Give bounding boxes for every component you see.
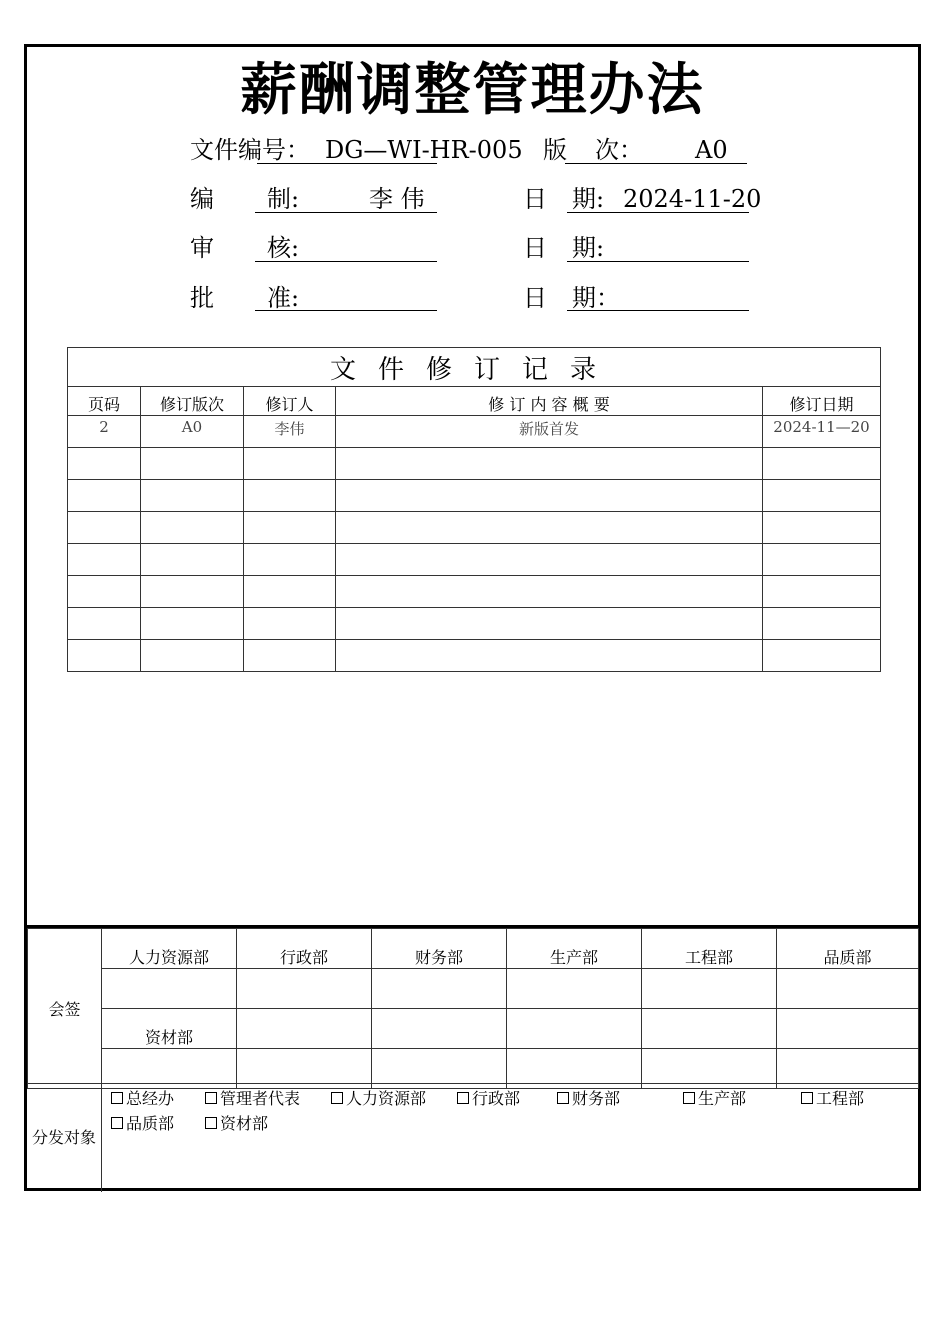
- table-row: [68, 608, 881, 640]
- distribution-item[interactable]: 行政部: [457, 1086, 520, 1111]
- cell: [763, 512, 881, 544]
- distribution-label: 分发对象: [27, 1084, 102, 1192]
- review-date-label-2: 期:: [572, 234, 605, 262]
- checkbox-icon[interactable]: [457, 1092, 469, 1104]
- cell: [141, 608, 244, 640]
- cell: [244, 480, 336, 512]
- checkbox-icon[interactable]: [557, 1092, 569, 1104]
- sign-cell[interactable]: [777, 969, 919, 1009]
- sign-cell[interactable]: [372, 969, 507, 1009]
- distribution-item[interactable]: 生产部: [683, 1086, 746, 1111]
- table-row: [68, 640, 881, 672]
- cell: [141, 640, 244, 672]
- cell: [141, 512, 244, 544]
- author-label-2: 制:: [267, 185, 300, 213]
- countersign-table: [27, 928, 919, 1089]
- cell: [244, 576, 336, 608]
- date-label-2: 期:: [572, 185, 605, 213]
- table-row: [68, 544, 881, 576]
- cell: [244, 640, 336, 672]
- table-row: [68, 448, 881, 480]
- version-underline: [565, 163, 747, 164]
- signoff-section: [27, 925, 918, 1147]
- dept-quality: 品质部: [777, 929, 919, 969]
- header-version: 修订版次: [141, 387, 244, 416]
- cell: [68, 512, 141, 544]
- dept-finance: 财务部: [372, 929, 507, 969]
- cell: [763, 640, 881, 672]
- date-underline: [567, 212, 749, 213]
- cell: [68, 480, 141, 512]
- sign-cell[interactable]: [507, 1009, 642, 1049]
- sign-cell[interactable]: [642, 1009, 777, 1049]
- cell: [763, 576, 881, 608]
- distribution-item[interactable]: 总经办: [111, 1086, 174, 1111]
- sign-cell[interactable]: [237, 1009, 372, 1049]
- distribution-item[interactable]: 资材部: [205, 1111, 268, 1136]
- cell: [141, 576, 244, 608]
- approve-underline: [255, 310, 437, 311]
- cell: [141, 544, 244, 576]
- doc-no-underline: [257, 163, 437, 164]
- approve-label-2: 准:: [267, 284, 300, 312]
- review-underline: [255, 261, 437, 262]
- cell: [336, 576, 763, 608]
- header-date: 修订日期: [763, 387, 881, 416]
- table-row: [68, 512, 881, 544]
- cell: [336, 640, 763, 672]
- approve-date-label-2: 期：: [572, 284, 620, 312]
- sign-cell[interactable]: [777, 1009, 919, 1049]
- distribution-item[interactable]: 工程部: [801, 1086, 864, 1111]
- table-row: [68, 416, 881, 448]
- dept-hr: 人力资源部: [102, 929, 237, 969]
- distribution-item[interactable]: 人力资源部: [331, 1086, 426, 1111]
- cell: [336, 448, 763, 480]
- cell: [244, 448, 336, 480]
- revision-table-title: 文件修订记录: [68, 348, 881, 387]
- distribution-item[interactable]: 品质部: [111, 1111, 174, 1136]
- cell: [244, 512, 336, 544]
- countersign-label: 会签: [28, 929, 102, 1089]
- date-label-1: 日: [523, 185, 547, 213]
- checkbox-icon[interactable]: [801, 1092, 813, 1104]
- cell-summary: 新版首发: [336, 416, 763, 448]
- distribution-item[interactable]: 管理者代表: [205, 1086, 300, 1111]
- cell-version: A0: [141, 416, 244, 448]
- checkbox-icon[interactable]: [111, 1117, 123, 1129]
- author-label-1: 编: [190, 185, 214, 213]
- review-date-label-1: 日: [523, 234, 547, 262]
- dept-engineering: 工程部: [642, 929, 777, 969]
- checkbox-icon[interactable]: [331, 1092, 343, 1104]
- table-row: [68, 480, 881, 512]
- cell: [68, 608, 141, 640]
- cell: [141, 448, 244, 480]
- cell-date: 2024-11—20: [763, 416, 881, 448]
- revision-table: [67, 347, 881, 672]
- cell: [763, 608, 881, 640]
- cell: [336, 480, 763, 512]
- distribution-section: [27, 1083, 918, 1192]
- approve-label-1: 批: [190, 284, 214, 312]
- checkbox-icon[interactable]: [205, 1117, 217, 1129]
- author-value: 李 伟: [369, 185, 425, 213]
- doc-no-label: 文件编号：: [190, 136, 310, 164]
- version-label-2: 次：: [595, 136, 643, 164]
- date-value: 2024-11-20: [623, 185, 762, 213]
- approve-date-label-1: 日: [523, 284, 547, 312]
- review-label-1: 审: [190, 234, 214, 262]
- sign-cell[interactable]: [372, 1009, 507, 1049]
- dept-production: 生产部: [507, 929, 642, 969]
- checkbox-icon[interactable]: [683, 1092, 695, 1104]
- sign-cell[interactable]: [642, 969, 777, 1009]
- cell: [763, 480, 881, 512]
- revision-header-row: [68, 387, 881, 416]
- cell: [141, 480, 244, 512]
- header-page: 页码: [68, 387, 141, 416]
- cell-page: 2: [68, 416, 141, 448]
- review-date-underline: [567, 261, 749, 262]
- table-row: [68, 576, 881, 608]
- sign-cell[interactable]: [237, 969, 372, 1009]
- sign-cell[interactable]: [102, 969, 237, 1009]
- cell: [68, 544, 141, 576]
- distribution-item[interactable]: 财务部: [557, 1086, 620, 1111]
- cell: [68, 640, 141, 672]
- cell: [244, 544, 336, 576]
- dept-admin: 行政部: [237, 929, 372, 969]
- cell: [244, 608, 336, 640]
- checkbox-icon[interactable]: [111, 1092, 123, 1104]
- cell: [336, 512, 763, 544]
- cell: [68, 448, 141, 480]
- author-underline: [255, 212, 437, 213]
- cell: [763, 448, 881, 480]
- header-summary: 修 订 内 容 概 要: [336, 387, 763, 416]
- document-title: 薪酬调整管理办法: [240, 57, 705, 123]
- dept-materials: 资材部: [102, 1009, 237, 1049]
- version-value: A0: [695, 136, 728, 164]
- approve-date-underline: [567, 310, 749, 311]
- cell: [68, 576, 141, 608]
- sign-cell[interactable]: [507, 969, 642, 1009]
- cell: [763, 544, 881, 576]
- cell-reviser: 李伟: [244, 416, 336, 448]
- cell: [336, 608, 763, 640]
- checkbox-icon[interactable]: [205, 1092, 217, 1104]
- cell: [336, 544, 763, 576]
- version-label-1: 版: [543, 136, 567, 164]
- review-label-2: 核:: [267, 234, 300, 262]
- header-reviser: 修订人: [244, 387, 336, 416]
- doc-no-value: DG—WI-HR-005: [325, 136, 523, 164]
- document-frame: [24, 44, 921, 1191]
